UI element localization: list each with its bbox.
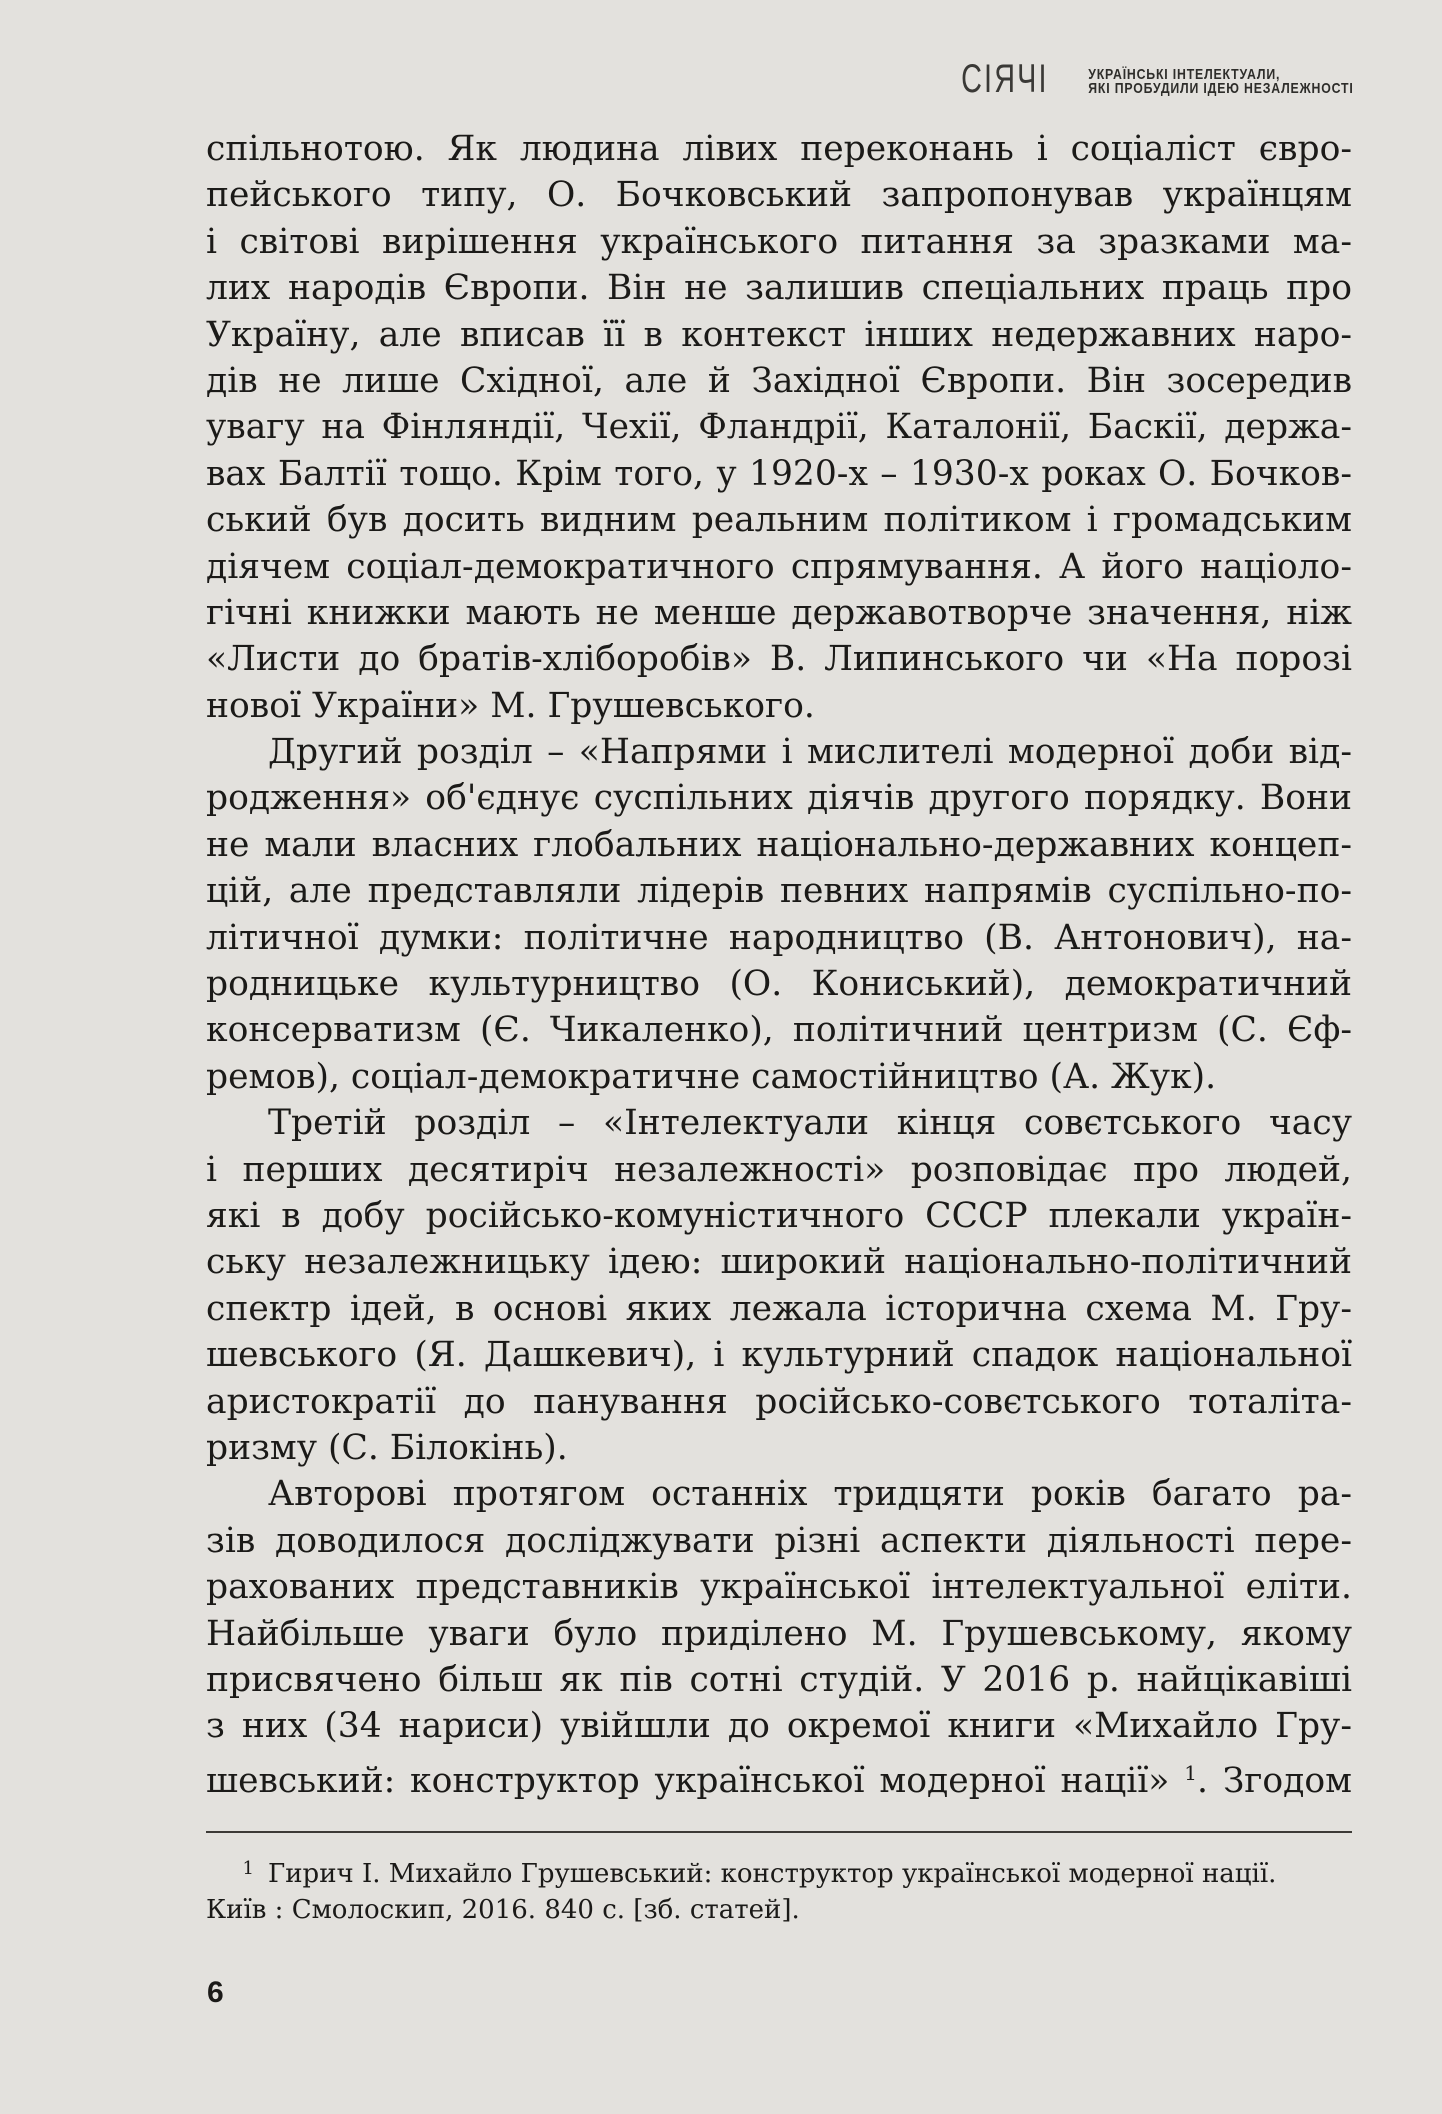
footnote-line-2: Київ : Смолоскип, 2016. 840 с. [зб. статей]. bbox=[206, 1895, 800, 1925]
text-line: присвячено більш як пів сотні студій. У 2016 р. найцікавіші bbox=[206, 1659, 1352, 1700]
text-line: шевського (Я. Дашкевич), і культурний спадок національної bbox=[206, 1335, 1352, 1376]
text-line: пейського типу, О. Бочковський запропонував українцям bbox=[206, 175, 1352, 216]
paragraph-start-line: Авторові протягом останніх тридцяти років багато ра- bbox=[268, 1474, 1352, 1515]
text-line: консерватизм (Є. Чикаленко), політичний центризм (С. Єф- bbox=[206, 1010, 1352, 1051]
running-head-subtitle-line-1: УКРАЇНСЬКІ ІНТЕЛЕКТУАЛИ, bbox=[1088, 66, 1281, 83]
text-line: літичної думки: політичне народництво (В. Антонович), на- bbox=[206, 917, 1352, 958]
footnote-reference: 1 bbox=[1184, 1760, 1197, 1785]
text-line: ський був досить видним реальним політиком і громадським bbox=[206, 500, 1352, 541]
paragraph-start-line: Другий розділ – «Напрями і мислителі модерної доби від- bbox=[268, 732, 1352, 773]
page-number: 6 bbox=[207, 1976, 224, 2009]
text-segment: . Згодом bbox=[1196, 1760, 1353, 1801]
paragraph-start-line: Третій розділ – «Інтелектуали кінця совєтського часу bbox=[268, 1103, 1352, 1144]
text-line: і світові вирішення українського питання за зразками ма- bbox=[206, 221, 1352, 262]
running-head-subtitle-line-2: ЯКІ ПРОБУДИЛИ ІДЕЮ НЕЗАЛЕЖНОСТІ bbox=[1088, 80, 1354, 97]
text-line: діячем соціал-демократичного спрямування. А його націоло- bbox=[206, 546, 1352, 587]
text-line: і перших десятиріч незалежності» розповідає про людей, bbox=[206, 1149, 1352, 1190]
text-line: гічні книжки мають не менше державотворче значення, ніж bbox=[206, 592, 1352, 633]
text-line: ську незалежницьку ідею: широкий національно-політичний bbox=[206, 1242, 1352, 1283]
text-line: аристократії до панування російсько-совєтського тоталіта- bbox=[206, 1381, 1352, 1422]
text-line: спектр ідей, в основі яких лежала історична схема М. Гру- bbox=[206, 1288, 1352, 1329]
text-line: Україну, але вписав її в контекст інших недержавних наро- bbox=[206, 314, 1352, 355]
body-text bbox=[206, 126, 1353, 1801]
text-line: лих народів Європи. Він не залишив спеціальних праць про bbox=[206, 268, 1352, 309]
text-line: цій, але представляли лідерів певних напрямів суспільно-по- bbox=[206, 871, 1352, 912]
text-line: ремов), соціал-демократичне самостійництво (А. Жук). bbox=[206, 1056, 1217, 1097]
text-line: дів не лише Східної, але й Західної Європи. Він зосередив bbox=[206, 360, 1352, 401]
footnote-line-1 bbox=[206, 1851, 1352, 1892]
footnotes bbox=[206, 1851, 1352, 1928]
text-line: ризму (С. Білокінь). bbox=[206, 1427, 568, 1468]
text-line: вах Балтії тощо. Крім того, у 1920-х – 1930-х роках О. Бочков- bbox=[206, 453, 1352, 494]
text-line: родницьке культурництво (О. Кониський), демократичний bbox=[206, 964, 1352, 1005]
running-head bbox=[927, 57, 1354, 101]
running-head-brand: СІЯЧІ bbox=[960, 57, 1049, 101]
text-line: рахованих представників української інтелектуальної еліти. bbox=[206, 1567, 1352, 1608]
text-line: увагу на Фінляндії, Чехії, Фландрії, Каталонії, Баскії, держа- bbox=[206, 407, 1352, 448]
text-line: з них (34 нариси) увійшли до окремої книги «Михайло Гру- bbox=[206, 1706, 1352, 1747]
text-line: не мали власних глобальних національно-державних концеп- bbox=[206, 824, 1352, 865]
footnote-text: Гирич І. Михайло Грушевський: конструктор української модерної нації. bbox=[268, 1859, 1277, 1889]
footnote-divider bbox=[206, 1831, 1352, 1833]
text-line: спільнотою. Як людина лівих переконань і соціаліст євро- bbox=[206, 129, 1352, 169]
text-line: Найбільше уваги було приділено М. Грушевському, якому bbox=[206, 1613, 1352, 1654]
text-line: які в добу російсько-комуністичного СССР плекали україн- bbox=[206, 1195, 1352, 1236]
text-line-with-footnote bbox=[206, 1750, 1353, 1801]
footnote-marker: 1 bbox=[242, 1858, 254, 1879]
text-segment: шевський: конструктор української модерної нації» bbox=[206, 1760, 1170, 1801]
text-line: зів доводилося досліджувати різні аспекти діяльності пере- bbox=[206, 1520, 1352, 1561]
text-line: нової України» М. Грушевського. bbox=[206, 685, 815, 726]
text-line: родження» об'єднує суспільних діячів другого порядку. Вони bbox=[206, 778, 1352, 819]
text-line: «Листи до братів-хліборобів» В. Липинського чи «На порозі bbox=[206, 639, 1352, 680]
running-head-subtitle bbox=[1089, 68, 1354, 96]
